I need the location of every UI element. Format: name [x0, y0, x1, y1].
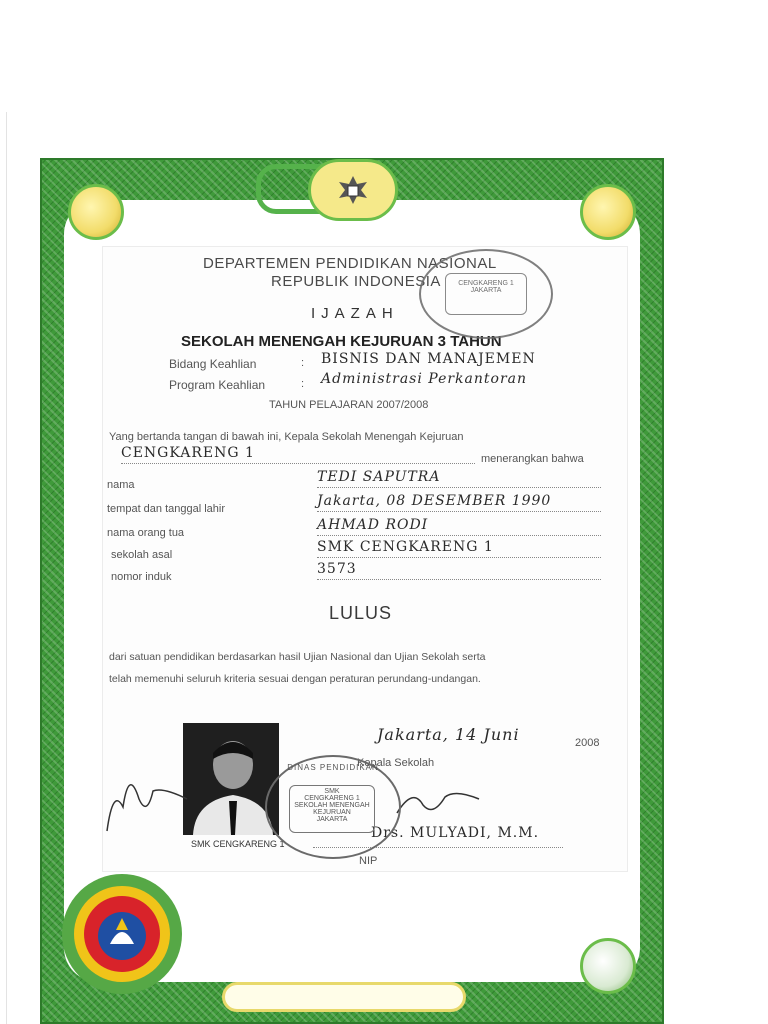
field-value-origin-school: SMK CENGKARENG 1: [317, 539, 494, 555]
year-text: 2008: [575, 737, 600, 749]
result-text: LULUS: [329, 603, 393, 623]
school-stamp-bottom: [265, 755, 401, 859]
stamp-top-line-2: CENGKARENG 1: [458, 280, 514, 287]
statement-line-2: telah memenuhi seluruh kriteria sesuai dengan peraturan perundang-undangan.: [109, 673, 481, 685]
principal-signature-icon: [393, 783, 483, 823]
student-photo: [183, 723, 279, 835]
stamp-line-1: SMK: [324, 788, 340, 795]
garuda-emblem-icon: [308, 159, 398, 221]
field-value-birth: Jakarta, 08 DESEMBER 1990: [317, 493, 552, 509]
corner-medallion-top-right: [580, 184, 636, 240]
stamp-ring-text: DINAS PENDIDIKAN: [287, 763, 379, 772]
field-value-name: TEDI SAPUTRA: [317, 469, 441, 485]
field-label-parent: nama orang tua: [107, 527, 185, 539]
ministry-line-1: DEPARTEMEN PENDIDIKAN NASIONAL: [203, 255, 497, 272]
field-label-student-number: nomor induk: [111, 571, 172, 583]
principal-name: Drs. MULYADI, M.M.: [371, 825, 540, 841]
place-date: Jakarta, 14 Juni: [377, 725, 520, 744]
statement-line-1: dari satuan pendidikan berdasarkan hasil Ujian Nasional dan Ujian Sekolah serta: [109, 651, 486, 663]
field-value-student-number: 3573: [317, 561, 357, 577]
corner-medallion-bottom-right: [580, 938, 636, 994]
program-label: Program Keahlian: [169, 378, 266, 392]
corner-medallion-top-left: [68, 184, 124, 240]
document-type: IJAZAH: [311, 305, 399, 322]
tut-wuri-handayani-seal-icon: [58, 870, 186, 998]
field-colon: :: [301, 357, 305, 369]
school-stamp-top: [419, 249, 553, 339]
ministry-line-2: REPUBLIK INDONESIA: [271, 273, 441, 290]
school-name-handwritten: CENGKARENG 1: [121, 445, 255, 461]
declares-text: menerangkan bahwa: [481, 453, 584, 465]
field-label-origin-school: sekolah asal: [111, 549, 173, 561]
photo-caption: SMK CENGKARENG 1: [191, 839, 285, 849]
stamp-top-line-5: JAKARTA: [470, 287, 502, 294]
stamp-line-2: CENGKARENG 1: [304, 795, 360, 802]
nip-label: NIP: [359, 855, 378, 867]
bottom-name-plaque: [222, 982, 466, 1012]
certificate-document: [102, 246, 628, 872]
stamp-line-3: SEKOLAH MENENGAH: [294, 802, 370, 809]
page-left-rule: [6, 112, 7, 1024]
field-value-parent: AHMAD RODI: [317, 517, 429, 533]
stamp-line-4: KEJURUAN: [313, 809, 351, 816]
field-value: BISNIS DAN MANAJEMEN: [321, 351, 536, 367]
signature-left-icon: [103, 747, 193, 837]
field-label-birth: tempat dan tanggal lahir: [107, 503, 226, 515]
program-colon: :: [301, 378, 305, 390]
principal-title: Kepala Sekolah: [357, 757, 435, 769]
field-label-name: nama: [107, 479, 135, 491]
program-value: Administrasi Perkantoran: [321, 371, 528, 387]
intro-text: Yang bertanda tangan di bawah ini, Kepala Sekolah Menengah Kejuruan: [109, 431, 464, 443]
school-type: SEKOLAH MENENGAH KEJURUAN 3 TAHUN: [181, 333, 502, 350]
field-label: Bidang Keahlian: [169, 357, 257, 371]
stamp-line-5: JAKARTA: [316, 816, 348, 823]
academic-year: TAHUN PELAJARAN 2007/2008: [269, 399, 429, 411]
